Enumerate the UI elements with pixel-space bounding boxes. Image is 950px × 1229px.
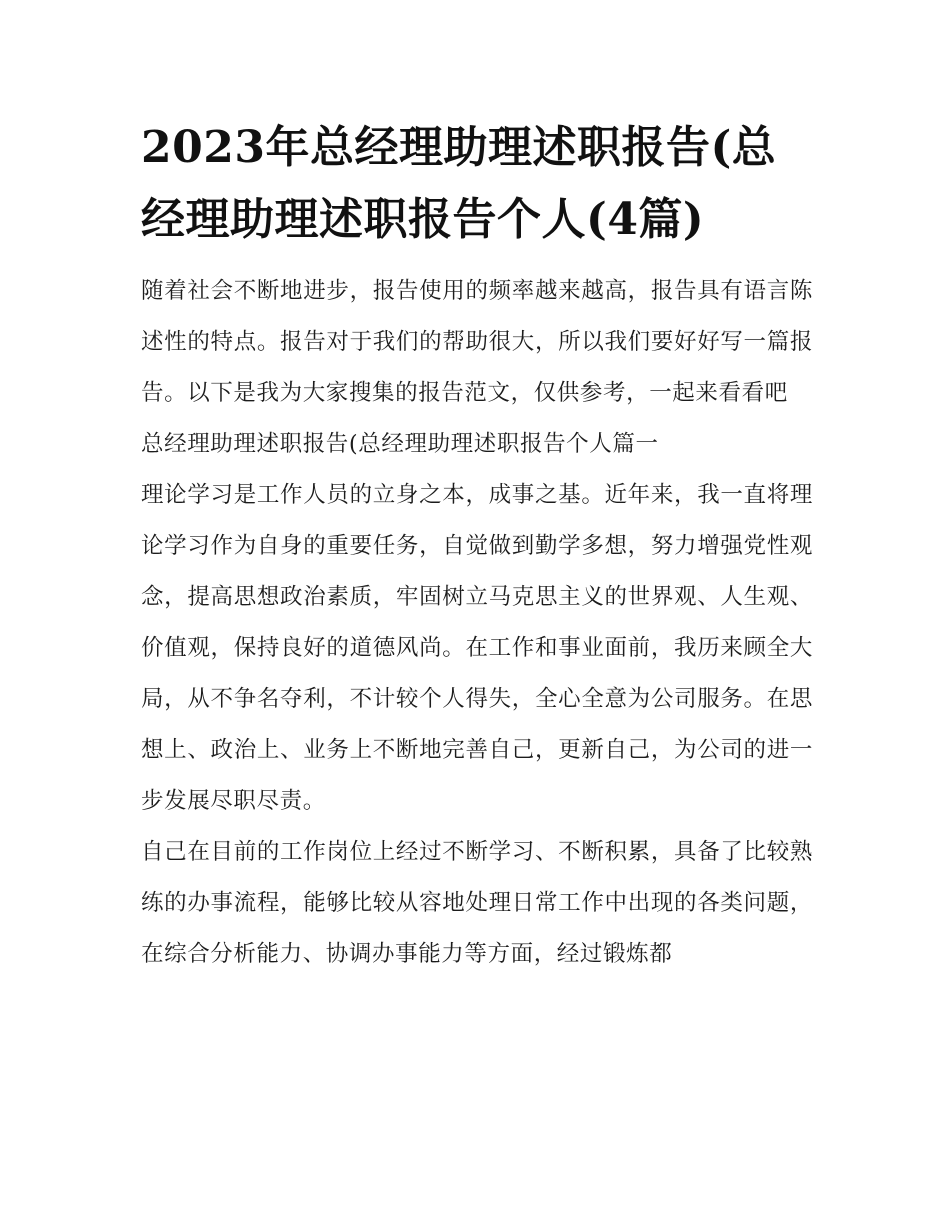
body-paragraph-1: 理论学习是工作人员的立身之本，成事之基。近年来，我一直将理论学习作为自身的重要任务，自觉做到勤学多想，努力增强党性观念，提高思想政治素质，牢固树立马克思主义的世界观、人生观、价值观，保持良好的道德风尚。在工作和事业面前，我历来顾全大局，从不争名夺利，不计较个人得失，全心全意为公司服务。在思想上、政治上、业务上不断地完善自己，更新自己，为公司的进一步发展尽职尽责。 <box>141 482 813 814</box>
document-title: 2023年总经理助理述职报告(总经理助理述职报告个人(4篇) <box>141 122 777 245</box>
intro-paragraph: 随着社会不断地进步，报告使用的频率越来越高，报告具有语言陈述性的特点。报告对于我们的帮助很大，所以我们要好好写一篇报告。以下是我为大家搜集的报告范文，仅供参考，一起来看看吧 <box>141 278 813 406</box>
body-paragraph-2: 自己在目前的工作岗位上经过不断学习、不断积累，具备了比较熟练的办事流程，能够比较从容地处理日常工作中出现的各类问题，在综合分析能力、协调办事能力等方面，经过锻炼都 <box>141 839 813 967</box>
section-heading: 总经理助理述职报告(总经理助理述职报告个人篇一 <box>141 431 659 457</box>
document-page <box>141 112 813 980</box>
